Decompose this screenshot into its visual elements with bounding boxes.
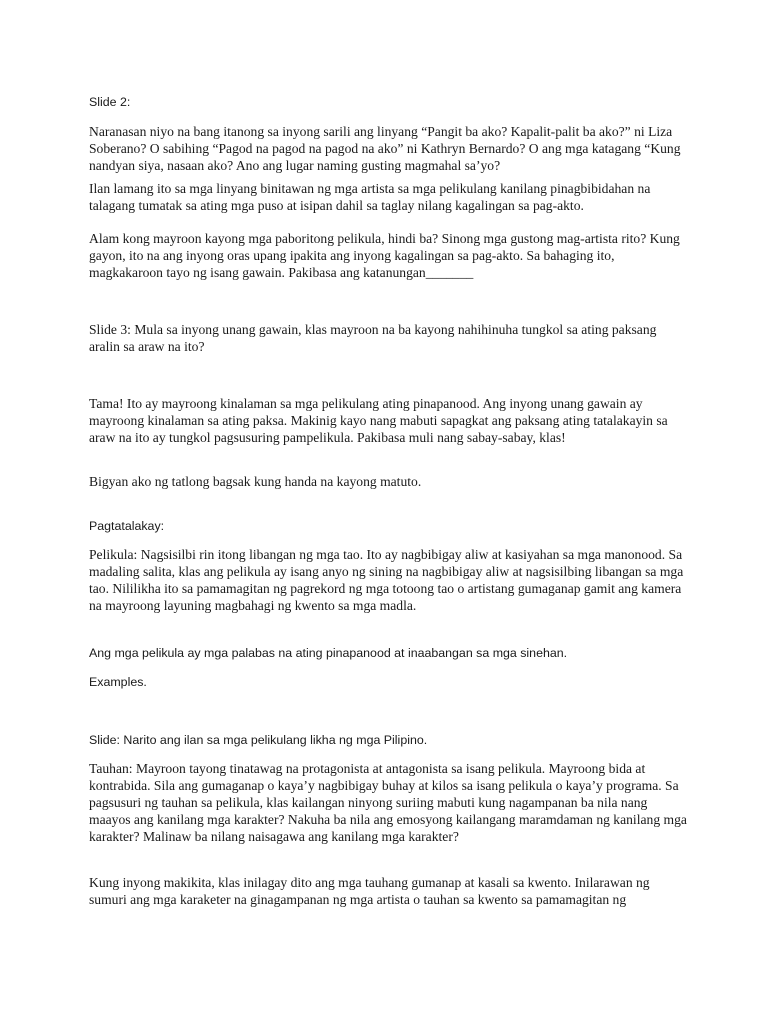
slide-2-heading: Slide 2:: [89, 95, 131, 109]
paragraph-pelikula-definition: Pelikula: Nagsisilbi rin itong libangan ng mga tao. Ito ay nagbibigay aliw at kasiyahan sa mga manonood. Sa madaling salita, klas ang pelikula ay isang anyo ng sining na nagbibigay aliw at nagsisilbing libangan sa mga tao. Nililikha ito sa pamamagitan ng pagrekord ng mga totoong tao o artistang gumaganap gamit ang kamera na mayroong layuning magbahagi ng kwento sa mga madla.: [89, 547, 684, 613]
paragraph-topic-reveal: Tama! Ito ay mayroong kinalaman sa mga pelikulang ating pinapanood. Ang inyong unang gawain ay mayroong kinalaman sa ating paksa. Makinig kayo nang mabuti sapagkat ang paksang ating tatalakayin sa araw na ito ay tungkol pagsusuring pampelikula. Pakibasa muli nang sabay-sabay, klas!: [89, 396, 668, 445]
paragraph-lines-explanation: Ilan lamang ito sa mga linyang binitawan ng mga artista sa mga pelikulang kanilang pinagbibidahan na talagang tumatak sa ating mga puso at isipan dahil sa taglay nilang kagalingan sa pag-akto.: [89, 181, 651, 213]
paragraph-slide-3: Slide 3: Mula sa inyong unang gawain, klas mayroon na ba kayong nahihinuha tungkol sa ating paksang aralin sa araw na ito?: [89, 322, 657, 354]
slide-filipino-films: Slide: Narito ang ilan sa mga pelikulang likha ng mga Pilipino.: [89, 733, 428, 747]
paragraph-intro-lines: Naranasan niyo na bang itanong sa inyong sarili ang linyang “Pangit ba ako? Kapalit-palit ba ako?” ni Liza Soberano? O sabihing “Pagod na pagod na pagod na ako” ni Kathryn Bernardo? O ang mga katagang “Kung nandyan siya, nasaan ako? Ano ang lugar naming gusting magmahal sa’yo?: [89, 124, 681, 173]
paragraph-characters-shown: Kung inyong makikita, klas inilagay dito ang mga tauhang gumanap at kasali sa kwento. Inilarawan ng sumuri ang mga karaketer na ginagampanan ng mga artista o tauhan sa kwento sa pamamagitan ng: [89, 875, 650, 907]
paragraph-films-in-cinemas: Ang mga pelikula ay mga palabas na ating pinapanood at inaabangan sa mga sinehan.: [89, 646, 568, 660]
examples-label: Examples.: [89, 675, 147, 689]
discussion-heading: Pagtatalakay:: [89, 519, 165, 533]
paragraph-favorite-films: Alam kong mayroon kayong mga paboritong pelikula, hindi ba? Sinong mga gustong mag-artista rito? Kung gayon, ito na ang inyong oras upang ipakita ang inyong kagalingan sa pag-akto. Sa bahaging ito, magkakaroon tayo ng isang gawain. Pakibasa ang katanungan_______: [89, 231, 680, 280]
paragraph-tauhan: Tauhan: Mayroon tayong tinatawag na protagonista at antagonista sa isang pelikula. Mayroong bida at kontrabida. Sila ang gumaganap o kaya’y nagbibigay buhay at kilos sa isang pelikula o kaya’y programa. Sa pagsusuri ng tauhan sa pelikula, klas kailangan ninyong suriing mabuti kung nagampanan ba nila nang maayos ang kanilang mga karakter? Nakuha ba nila ang emosyong kailangang maramdaman ng kanilang mga karakter? Malinaw ba nilang naisagawa ang kanilang mga karakter?: [89, 761, 687, 844]
paragraph-three-claps: Bigyan ako ng tatlong bagsak kung handa na kayong matuto.: [89, 474, 422, 489]
